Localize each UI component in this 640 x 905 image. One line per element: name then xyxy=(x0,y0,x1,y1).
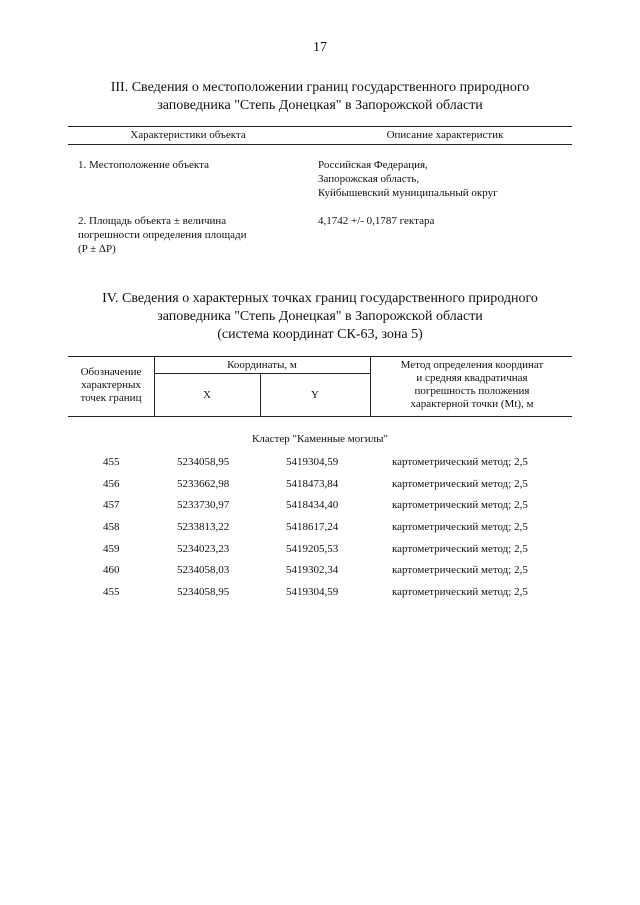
table-4-header-designation xyxy=(68,366,154,405)
table-3-row-1-description xyxy=(318,158,572,200)
y-coordinate: 5418434,40 xyxy=(286,499,339,511)
method-value: картометрический метод; 2,5 xyxy=(392,543,528,555)
cell-line: погрешности определения площади xyxy=(78,229,247,241)
section-3-title-line-2: заповедника "Степь Донецкая" в Запорожской области xyxy=(157,98,483,113)
table-4-header-coordinates: Координаты, м xyxy=(227,359,297,371)
x-coordinate: 5234023,23 xyxy=(177,543,230,555)
section-3-title xyxy=(60,79,580,115)
header-line: и средняя квадратичная xyxy=(416,372,528,384)
table-4-vline-3 xyxy=(370,356,371,416)
table-4-header-method xyxy=(372,359,572,411)
header-line: Метод определения координат xyxy=(400,359,544,371)
table-3-top-border xyxy=(68,126,572,127)
method-value: картометрический метод; 2,5 xyxy=(392,499,528,511)
header-line: характерных xyxy=(81,379,141,391)
table-4-top-border xyxy=(68,356,572,357)
x-coordinate: 5233730,97 xyxy=(177,499,230,511)
x-coordinate: 5234058,03 xyxy=(177,564,230,576)
method-value: картометрический метод; 2,5 xyxy=(392,521,528,533)
point-number: 457 xyxy=(103,499,120,511)
x-coordinate: 5234058,95 xyxy=(177,586,230,598)
cell-line: 2. Площадь объекта ± величина xyxy=(78,215,227,227)
section-4-title-line-1: IV. Сведения о характерных точках границ государственного природного xyxy=(102,291,538,306)
y-coordinate: 5418617,24 xyxy=(286,521,339,533)
point-number: 460 xyxy=(103,564,120,576)
cell-line: 1. Местоположение объекта xyxy=(78,159,209,171)
table-3-header-description: Описание характеристик xyxy=(386,129,504,141)
y-coordinate: 5419304,59 xyxy=(286,586,339,598)
table-3-header-characteristics: Характеристики объекта xyxy=(130,129,246,141)
y-coordinate: 5419304,59 xyxy=(286,456,339,468)
section-4-title xyxy=(60,290,580,344)
table-3-row-2-description xyxy=(318,214,572,228)
table-4-header-y: Y xyxy=(311,389,319,401)
method-value: картометрический метод; 2,5 xyxy=(392,456,528,468)
section-4-title-line-3: (система координат СК-63, зона 5) xyxy=(217,327,423,342)
header-line: Обозначение xyxy=(80,366,142,378)
header-line: характерной точки (Mt), м xyxy=(410,398,534,410)
table-4-coords-divider xyxy=(154,373,370,374)
table-4-header-border xyxy=(68,416,572,417)
cell-line: Запорожская область, xyxy=(318,173,420,185)
table-3-row-2-characteristic xyxy=(78,214,308,256)
x-coordinate: 5233662,98 xyxy=(177,478,230,490)
cell-line: 4,1742 +/- 0,1787 гектара xyxy=(318,215,435,227)
point-number: 458 xyxy=(103,521,120,533)
y-coordinate: 5419302,34 xyxy=(286,564,339,576)
cluster-label: Кластер "Каменные могилы" xyxy=(252,433,388,445)
table-3-row-1-characteristic xyxy=(78,158,308,172)
x-coordinate: 5233813,22 xyxy=(177,521,230,533)
cell-line: (P ± ΔP) xyxy=(78,243,116,255)
method-value: картометрический метод; 2,5 xyxy=(392,478,528,490)
cell-line: Российская Федерация, xyxy=(318,159,428,171)
page-number: 17 xyxy=(313,40,327,55)
section-4-title-line-2: заповедника "Степь Донецкая" в Запорожской области xyxy=(157,309,483,324)
section-3-title-line-1: III. Сведения о местоположении границ государственного природного xyxy=(110,80,530,95)
header-line: точек границ xyxy=(80,392,142,404)
point-number: 459 xyxy=(103,543,120,555)
x-coordinate: 5234058,95 xyxy=(177,456,230,468)
point-number: 455 xyxy=(103,586,120,598)
y-coordinate: 5419205,53 xyxy=(286,543,339,555)
cell-line: Куйбышевский муниципальный округ xyxy=(318,187,498,199)
y-coordinate: 5418473,84 xyxy=(286,478,339,490)
point-number: 456 xyxy=(103,478,120,490)
method-value: картометрический метод; 2,5 xyxy=(392,586,528,598)
header-line: погрешность положения xyxy=(414,385,530,397)
point-number: 455 xyxy=(103,456,120,468)
method-value: картометрический метод; 2,5 xyxy=(392,564,528,576)
table-3-header-border xyxy=(68,144,572,145)
table-4-header-x: X xyxy=(203,389,211,401)
